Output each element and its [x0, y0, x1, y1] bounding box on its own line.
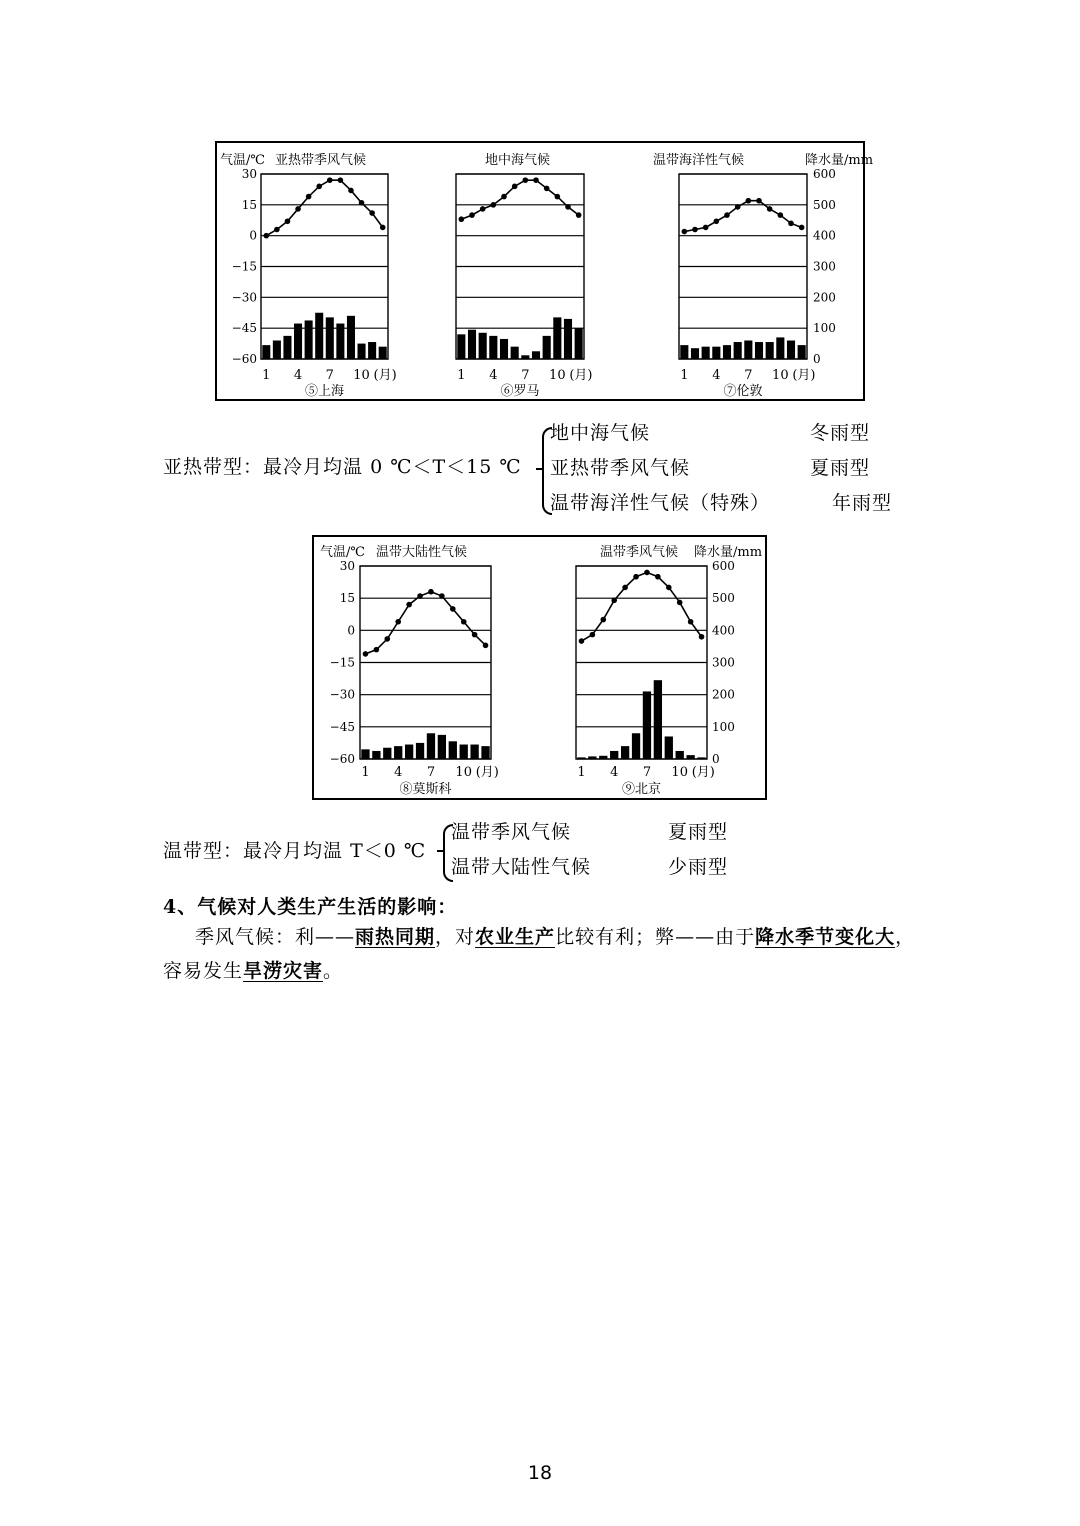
precip-bar-month-2 [468, 330, 476, 359]
precip-bar-month-10 [776, 337, 784, 359]
precip-bar-month-7 [427, 733, 435, 759]
precip-bar-month-11 [564, 319, 572, 359]
page-number: 18 [527, 1462, 553, 1484]
climate-item-oceanic: 温带海洋性气候（特殊） [550, 492, 771, 514]
climate-item-continental: 温带大陆性气候 [451, 856, 592, 878]
temperature-line [266, 180, 382, 235]
temperature-point-month-4 [714, 218, 720, 224]
precip-bar-month-11 [470, 745, 478, 759]
precip-bar-month-7 [326, 317, 334, 359]
chart-title: 亚热带季风气候 [275, 153, 367, 168]
precip-bar-month-8 [438, 735, 446, 759]
left-axis-tick-label: 30 [241, 167, 257, 181]
right-axis-tick-label: 500 [712, 591, 735, 606]
temperature-point-month-5 [306, 194, 312, 200]
temperature-point-month-1 [682, 229, 688, 235]
precip-bar-month-11 [787, 341, 795, 360]
temperature-point-month-7 [746, 198, 752, 204]
chart-title: 温带季风气候 [600, 545, 679, 560]
temperature-point-month-5 [406, 602, 412, 608]
temperature-point-month-12 [799, 225, 805, 231]
right-axis-tick-label: 500 [813, 197, 836, 212]
chart-caption: ⑨北京 [621, 782, 662, 797]
climate-item-subtropical-monsoon: 亚热带季风气候 [550, 457, 691, 479]
month-tick-label: 1 [577, 765, 586, 780]
month-tick-label: 10 [549, 368, 566, 383]
month-tick-label: 10 [455, 765, 472, 780]
temperature-point-month-5 [501, 194, 507, 200]
month-tick-label: 7 [426, 765, 436, 780]
left-axis-label: 气温/℃ [320, 545, 365, 560]
precip-bar-month-6 [315, 313, 323, 359]
precip-bar-month-4 [712, 347, 720, 359]
right-axis-tick-label: 200 [712, 687, 735, 702]
precip-bar-month-10 [358, 344, 366, 359]
right-axis-tick-label: 100 [712, 719, 735, 734]
temperature-point-month-8 [338, 177, 344, 183]
temperature-point-month-7 [644, 570, 650, 576]
precip-bar-month-12 [798, 345, 806, 359]
temperate-condition: T＜0 ℃ [350, 840, 427, 862]
left-axis-tick-label: −15 [329, 655, 355, 670]
precip-bar-month-9 [665, 736, 673, 759]
month-tick-label: 4 [712, 368, 721, 383]
temperature-point-month-8 [756, 198, 762, 204]
precip-bar-month-5 [723, 345, 731, 359]
temperature-point-month-4 [395, 619, 401, 625]
temperature-point-month-11 [369, 210, 375, 216]
emphasis-agriculture: 农业生产 [475, 926, 556, 948]
rain-type-summer-2: 夏雨型 [668, 821, 729, 843]
temperature-point-month-3 [600, 617, 606, 623]
precip-bar-month-1 [457, 334, 465, 359]
precip-bar-month-6 [632, 733, 640, 759]
climate-item-temperate-monsoon: 温带季风气候 [451, 821, 572, 843]
climate-chart-moscow [360, 544, 499, 797]
temperature-point-month-2 [274, 227, 280, 233]
month-unit-label: (月) [691, 765, 715, 780]
climate-charts-svg-2 [314, 537, 765, 798]
climate-chart-panel-temperate [312, 535, 767, 800]
temperature-point-month-10 [359, 200, 365, 206]
month-tick-label: 4 [394, 765, 403, 780]
chart-caption: ⑦伦敦 [723, 384, 763, 399]
precip-bar-month-7 [521, 355, 529, 359]
precip-bar-month-2 [691, 348, 699, 359]
right-axis-tick-label: 300 [813, 259, 836, 274]
right-axis-label: 降水量/mm [805, 153, 874, 168]
climate-chart-london [653, 152, 815, 399]
temperature-point-month-12 [699, 634, 705, 640]
temperate-label: 温带型：最冷月均温 T＜0 ℃ [163, 840, 427, 862]
right-axis-tick-label: 100 [813, 321, 836, 336]
left-axis-tick-label: 30 [339, 559, 355, 573]
chart-title: 温带海洋性气候 [653, 153, 745, 168]
precip-bar-month-6 [511, 347, 519, 359]
temperature-point-month-6 [417, 593, 423, 599]
month-tick-label: 1 [262, 368, 271, 383]
temperature-point-month-8 [655, 574, 661, 580]
left-axis-tick-label: −45 [329, 719, 355, 734]
temperature-point-month-8 [533, 177, 539, 183]
precip-bar-month-9 [347, 316, 355, 359]
section-4-paragraph: 季风气候：利——雨热同期，对农业生产比较有利；弊——由于降水季节变化大，容易发生旱涝灾害。 [163, 926, 916, 982]
temperature-point-month-10 [461, 619, 467, 625]
climate-chart-beijing [576, 544, 715, 797]
precip-bar-month-1 [262, 345, 270, 359]
right-axis-tick-label: 300 [712, 655, 735, 670]
temperature-point-month-9 [450, 606, 456, 612]
precip-bar-month-8 [532, 351, 540, 359]
temperature-point-month-10 [778, 212, 784, 218]
precip-bar-month-5 [305, 320, 313, 359]
right-axis-label: 降水量/mm [694, 545, 763, 560]
temperature-point-month-2 [590, 632, 596, 638]
month-tick-label: 1 [457, 368, 466, 383]
left-axis-tick-label: 0 [249, 228, 257, 243]
precip-bar-month-2 [273, 341, 281, 360]
month-unit-label: (月) [792, 368, 816, 383]
temperature-point-month-6 [633, 574, 639, 580]
precip-bar-month-11 [368, 342, 376, 359]
temperature-point-month-1 [363, 651, 369, 657]
temperature-point-month-2 [692, 227, 698, 233]
month-tick-label: 7 [642, 765, 652, 780]
temperature-point-month-7 [428, 589, 434, 595]
temperature-point-month-4 [491, 202, 497, 208]
precip-bar-month-7 [643, 691, 651, 759]
precip-bar-month-3 [599, 756, 607, 759]
chart-title: 地中海气候 [485, 153, 551, 168]
section-4-heading: 4、气候对人类生产生活的影响： [163, 896, 458, 918]
temperature-point-month-6 [735, 204, 741, 210]
temperature-point-month-5 [622, 585, 628, 591]
temperature-point-month-1 [579, 638, 585, 644]
precip-bar-month-12 [575, 328, 583, 359]
precip-bar-month-10 [553, 317, 561, 359]
precip-bar-month-2 [588, 756, 596, 759]
temperature-point-month-7 [523, 177, 529, 183]
left-axis-tick-label: 0 [347, 623, 355, 638]
temperature-point-month-3 [703, 225, 709, 231]
temperature-point-month-4 [295, 206, 301, 212]
temperature-point-month-12 [380, 225, 386, 231]
precip-bar-month-9 [543, 336, 551, 359]
month-tick-label: 7 [325, 368, 334, 383]
temperature-point-month-11 [565, 204, 571, 210]
right-axis-tick-label: 400 [712, 623, 735, 638]
month-tick-label: 7 [744, 368, 753, 383]
left-axis-tick-label: −60 [329, 752, 355, 766]
climate-chart-rome [456, 152, 592, 399]
temperature-point-month-3 [285, 218, 291, 224]
temperature-point-month-6 [316, 184, 322, 190]
emphasis-rain-heat: 雨热同期 [355, 926, 436, 948]
precip-bar-month-10 [676, 751, 684, 759]
precip-bar-month-4 [610, 751, 618, 759]
precip-bar-month-12 [481, 746, 489, 759]
subtropical-label: 亚热带型：最冷月均温 0 ℃＜T＜15 ℃ [163, 456, 522, 478]
temperature-point-month-11 [472, 632, 478, 638]
month-tick-label: 4 [489, 368, 498, 383]
precip-bar-month-1 [577, 757, 585, 759]
month-tick-label: 10 [353, 368, 370, 383]
left-axis-label: 气温/℃ [220, 153, 265, 168]
subtropical-brace-tip [536, 468, 542, 470]
temperature-point-month-2 [469, 212, 475, 218]
month-unit-label: (月) [475, 765, 499, 780]
emphasis-precip-variation: 降水季节变化大 [755, 926, 896, 948]
temperature-point-month-7 [327, 177, 333, 183]
month-tick-label: 1 [361, 765, 370, 780]
precip-bar-month-8 [654, 680, 662, 759]
precip-bar-month-8 [755, 342, 763, 359]
precip-bar-month-1 [361, 749, 369, 759]
precip-bar-month-12 [697, 757, 705, 759]
temperate-brace-tip [437, 850, 443, 852]
rain-type-summer: 夏雨型 [810, 457, 871, 479]
subtropical-condition: 0 ℃＜T＜15 ℃ [370, 456, 522, 478]
left-axis-tick-label: −30 [231, 290, 257, 305]
chart-title: 温带大陆性气候 [376, 545, 468, 560]
month-tick-label: 1 [680, 368, 689, 383]
precip-bar-month-5 [500, 339, 508, 359]
right-axis-tick-label: 600 [813, 167, 836, 181]
precip-bar-month-2 [372, 751, 380, 759]
temperature-line [365, 592, 485, 654]
month-unit-label: (月) [373, 368, 397, 383]
temperature-point-month-10 [677, 600, 683, 606]
temperature-point-month-12 [576, 212, 582, 218]
emphasis-flood-drought: 旱涝灾害 [243, 960, 324, 982]
temperature-point-month-1 [459, 216, 465, 222]
precip-bar-month-10 [460, 745, 468, 759]
temperature-point-month-8 [439, 593, 445, 599]
precip-bar-month-5 [405, 745, 413, 759]
climate-chart-shanghai [261, 152, 397, 399]
temperature-point-month-2 [374, 647, 380, 653]
temperature-point-month-3 [384, 636, 390, 642]
temperature-point-month-9 [767, 206, 773, 212]
right-axis-tick-label: 400 [813, 228, 836, 243]
precip-bar-month-4 [294, 324, 302, 359]
temperature-point-month-11 [688, 619, 694, 625]
precip-bar-month-5 [621, 746, 629, 759]
chart-caption: ⑧莫斯科 [399, 782, 452, 797]
left-axis-tick-label: −60 [231, 352, 257, 366]
rain-type-winter: 冬雨型 [810, 422, 871, 444]
left-axis-tick-label: −30 [329, 687, 355, 702]
climate-item-mediterranean: 地中海气候 [550, 422, 651, 444]
climate-charts-svg-1 [217, 143, 874, 399]
precip-bar-month-12 [379, 347, 387, 359]
month-tick-label: 10 [772, 368, 789, 383]
temperature-point-month-12 [483, 643, 489, 649]
climate-chart-panel-subtropical [215, 141, 874, 401]
left-axis-tick-label: −15 [231, 259, 257, 274]
precip-bar-month-8 [336, 324, 344, 359]
right-axis-tick-label: 0 [712, 752, 720, 766]
temperature-point-month-11 [788, 221, 794, 227]
precip-bar-month-11 [686, 755, 694, 759]
temperature-point-month-6 [512, 184, 518, 190]
right-axis-tick-label: 200 [813, 290, 836, 305]
precip-bar-month-1 [680, 345, 688, 359]
temperature-point-month-9 [544, 186, 550, 192]
precip-bar-month-3 [383, 748, 391, 759]
temperature-point-month-4 [611, 598, 617, 604]
precip-bar-month-4 [394, 746, 402, 759]
month-unit-label: (月) [569, 368, 593, 383]
rain-type-yearround: 年雨型 [832, 492, 893, 514]
month-tick-label: 10 [671, 765, 688, 780]
temperature-point-month-9 [348, 188, 354, 194]
temperature-point-month-3 [480, 206, 486, 212]
temperature-point-month-1 [263, 233, 269, 239]
month-tick-label: 4 [293, 368, 303, 383]
month-tick-label: 7 [521, 368, 530, 383]
chart-caption: ⑥罗马 [500, 384, 540, 399]
month-tick-label: 4 [610, 765, 619, 780]
left-axis-tick-label: −45 [231, 321, 257, 336]
precip-bar-month-3 [479, 333, 487, 359]
right-axis-tick-label: 600 [712, 559, 735, 573]
left-axis-tick-label: 15 [339, 591, 355, 606]
temperature-line [461, 180, 578, 219]
precip-bar-month-3 [702, 347, 710, 359]
temperature-point-month-5 [724, 212, 730, 218]
precip-bar-month-4 [489, 336, 497, 359]
precip-bar-month-3 [283, 336, 291, 359]
precip-bar-month-6 [734, 342, 742, 359]
left-axis-tick-label: 15 [241, 197, 257, 212]
temperature-point-month-10 [555, 194, 561, 200]
chart-caption: ⑤上海 [304, 384, 345, 399]
temperature-point-month-9 [666, 585, 672, 591]
right-axis-tick-label: 0 [813, 352, 821, 366]
precip-bar-month-9 [766, 342, 774, 359]
precip-bar-month-6 [416, 743, 424, 759]
precip-bar-month-9 [449, 741, 457, 759]
rain-type-little: 少雨型 [668, 856, 729, 878]
precip-bar-month-7 [744, 341, 752, 360]
